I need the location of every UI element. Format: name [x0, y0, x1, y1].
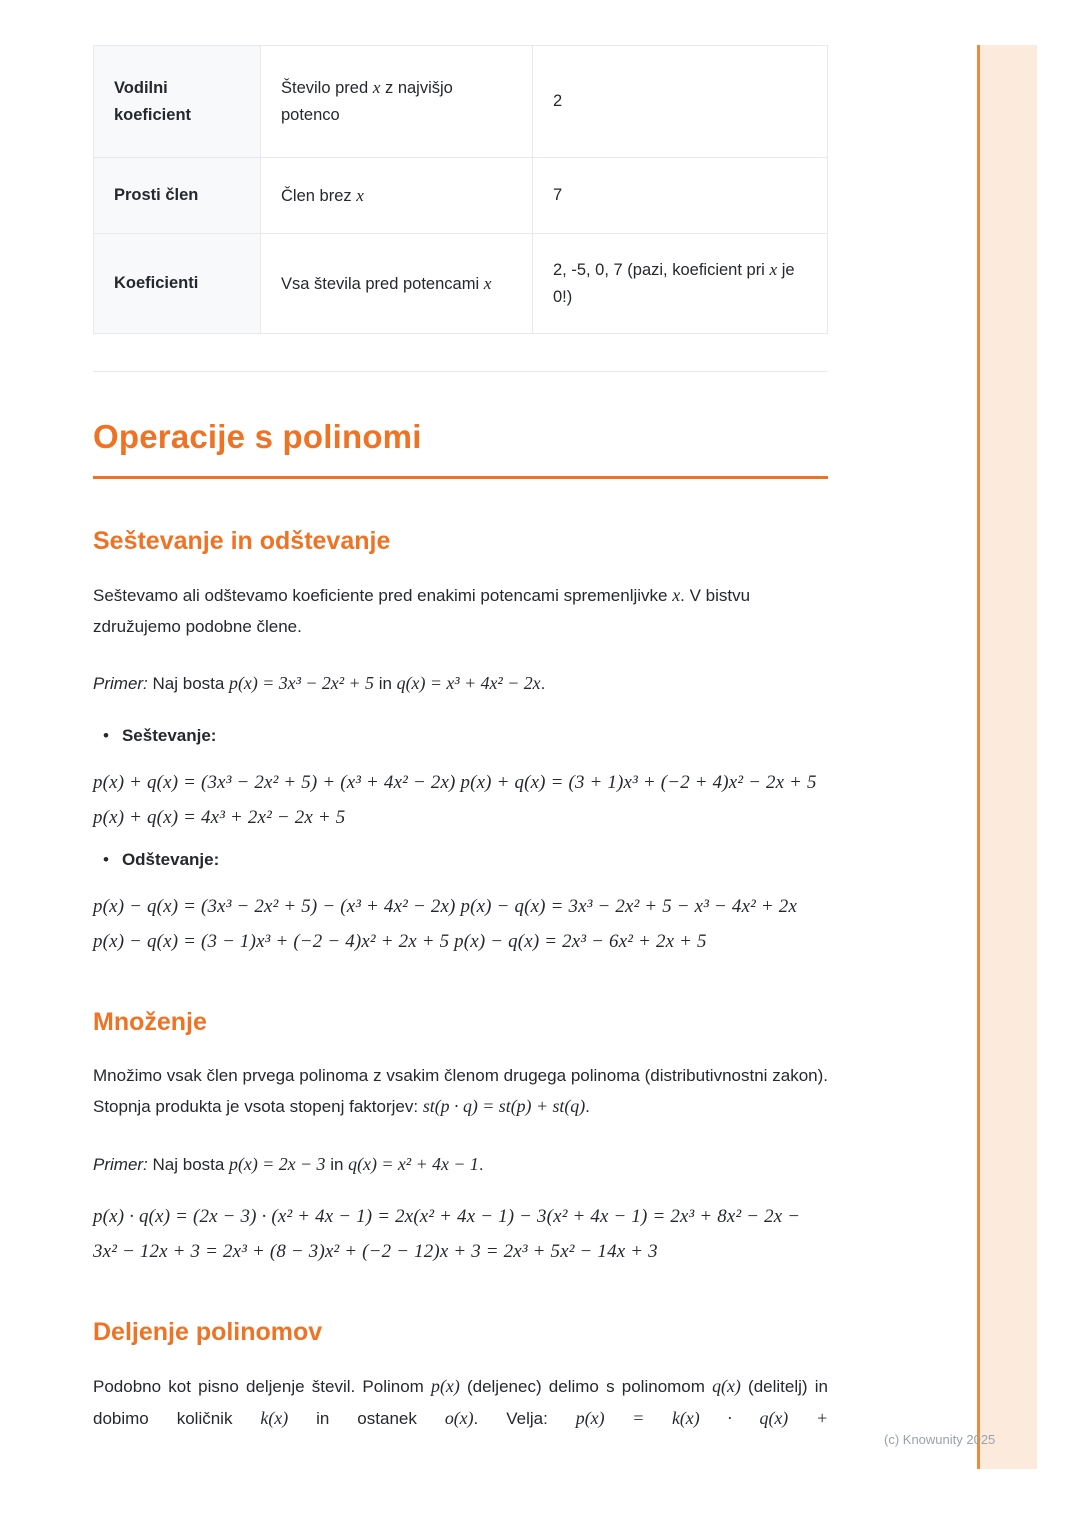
bullet-dot: • [103, 849, 109, 869]
bullet-dot: • [103, 725, 109, 745]
paragraph-addsub-intro: Seštevamo ali odštevamo koeficiente pred enakimi potencami spremenljivke x. V bistvu združujemo podobne člene. [93, 585, 751, 636]
table-row [94, 158, 828, 234]
row-label: Vodilni koeficient [94, 46, 261, 158]
row-description: Vsa števila pred potencami x [261, 234, 533, 334]
bullet-item-odstevanje [93, 850, 828, 870]
row-label: Prosti člen [94, 158, 261, 234]
bullet-label: Odštevanje: [121, 849, 220, 869]
section-divider [93, 371, 828, 372]
document-content [93, 45, 828, 1435]
table-row [94, 46, 828, 158]
bullet-label: Seštevanje: [121, 725, 217, 745]
heading-mnozenje: Množenje [93, 1007, 207, 1036]
row-label: Koeficienti [94, 234, 261, 334]
row-value: 2, -5, 0, 7 (pazi, koeficient pri x je 0!) [533, 234, 828, 334]
row-value: 2 [533, 46, 828, 158]
watermark: (c) Knowunity 2025 [884, 1432, 996, 1447]
math-block-addition: p(x) + q(x) = (3x³ − 2x² + 5) + (x³ + 4x² − 2x) p(x) + q(x) = (3 + 1)x³ + (−2 + 4)x² − 2x + 5 p(x) + q(x) = 4x³ + 2x² − 2x + 5 [93, 771, 817, 828]
paragraph-divide-intro: Podobno kot pisno deljenje števil. Polinom p(x) (deljenec) delimo s polinomom q(x) (delitelj) in dobimo količnik k(x) in ostanek o(x). Velja: p(x) = k(x) · q(x) + [93, 1376, 828, 1429]
row-description: Člen brez x [261, 158, 533, 234]
row-description: Število pred x z najvišjo potenco [261, 46, 533, 158]
math-block-subtraction: p(x) − q(x) = (3x³ − 2x² + 5) − (x³ + 4x² − 2x) p(x) − q(x) = 3x³ − 2x² + 5 − x³ − 4x² + 2x p(x) − q(x) = (3 − 1)x³ + (−2 − 4)x² + 2x + 5 p(x) − q(x) = 2x³ − 6x² + 2x + 5 [93, 895, 798, 952]
heading-sestevanje-odstevanje: Seštevanje in odštevanje [93, 527, 391, 555]
example-line-addsub: Primer: Naj bosta p(x) = 3x³ − 2x² + 5 in q(x) = x³ + 4x² − 2x. [93, 673, 546, 693]
example-line-multiply: Primer: Naj bosta p(x) = 2x − 3 in q(x) = x² + 4x − 1. [93, 1153, 484, 1174]
math-block-multiplication: p(x) · q(x) = (2x − 3) · (x² + 4x − 1) = 2x(x² + 4x − 1) − 3(x² + 4x − 1) = 2x³ + 8x² − 2x − 3x² − 12x + 3 = 2x³ + (8 − 3)x² + (−2 − 12)x + 3 = 2x³ + 5x² − 14x + 3 [93, 1206, 801, 1263]
heading-deljenje: Deljenje polinomov [93, 1318, 323, 1347]
paragraph-multiply-intro: Množimo vsak člen prvega polinoma z vsakim členom drugega polinoma (distributivnostni zakon). Stopnja produkta je vsota stopenj faktorjev: st(p · q) = st(p) + st(q). [93, 1065, 828, 1116]
polynomial-terms-table [93, 45, 828, 334]
table-row [94, 234, 828, 334]
bullet-item-sestevanje [93, 726, 828, 746]
page-edge-strip [977, 45, 1037, 1469]
page-title: Operacije s polinomi [93, 418, 828, 479]
row-value: 7 [533, 158, 828, 234]
